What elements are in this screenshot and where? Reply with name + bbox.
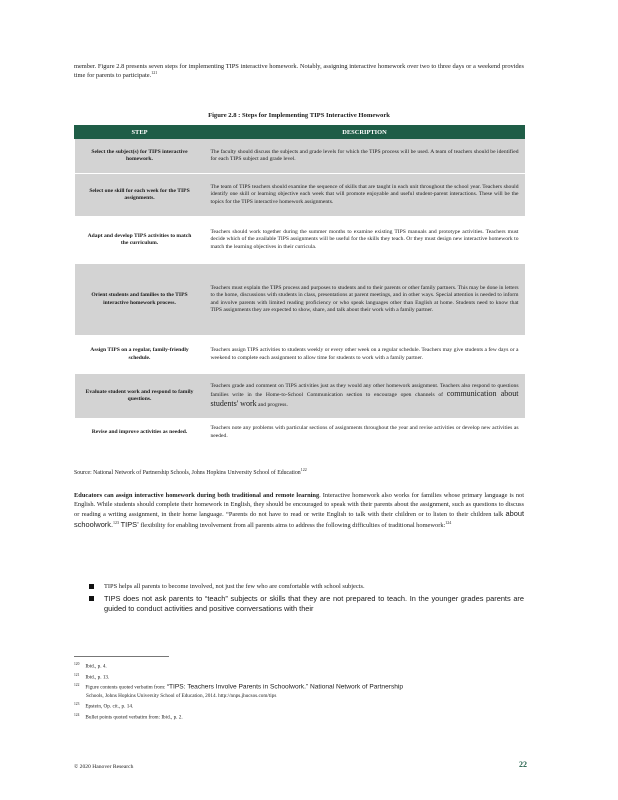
footnote-ref[interactable]: 123 [113, 519, 120, 525]
table-row [75, 264, 525, 336]
list-item: TIPS does not ask parents to “teach” subjects or skills that they are not prepared to teach. In the younger grades parents are guided to conduct activities and positive conversations with their [104, 594, 524, 613]
table-row [75, 139, 525, 174]
step-cell: Evaluate student work and respond to family questions. [75, 374, 205, 419]
description-cell: Teachers must explain the TIPS process and purposes to students and to their parents or other family partners. This may be done in letters to the home, discussions with students in class, presentations at parent meetings, and in other ways. Special attention is needed to inform and involve parents with limited reading proficiency or who speak languages other than English at home. Students need to know that TIPS assignments they are expected to show, share, and talk about their work with a family partner. [205, 264, 525, 336]
footnote: $^{120}$ Ibid., p. 4. [74, 662, 107, 670]
step-cell: Adapt and develop TIPS activities to match the curriculum. [75, 217, 205, 264]
table-row [75, 419, 525, 447]
footnote: $^{123}$ Epstein, Op. cit., p. 14. [74, 702, 134, 710]
footnote: $^{121}$ Ibid., p. 13. [74, 672, 110, 681]
figure-title: Figure 2.8 : Steps for Implementing TIPS Interactive Homework [208, 112, 390, 119]
footnote-divider [74, 656, 169, 657]
description-cell: Teachers grade and comment on TIPS activities just as they would any other homework assignment. Teachers also respond to questions families write in the Home-to-School Communication section to encourage open channels of communication about students' work and progress. [205, 374, 525, 419]
step-cell: Assign TIPS on a regular, family-friendly schedule. [75, 336, 205, 374]
steps-table [74, 125, 525, 447]
table-row [75, 374, 525, 419]
step-cell: Orient students and families to the TIPS interactive homework process. [75, 264, 205, 336]
description-cell: The team of TIPS teachers should examine the sequence of skills that are taught in each unit throughout the school year. Teachers should identify one skill or learning objective each week that will promote enjoyable and useful student-parent interactions. These will be the topics for the TIPS interactive homework assignments. [205, 174, 525, 217]
square-bullet-icon [89, 596, 94, 601]
footnotes [74, 660, 524, 722]
footnote-link[interactable]: Schools, Johns Hopkins University School of Education, 2014. http://nnps.jhucsos.com/tips [86, 693, 277, 700]
col-header-step: STEP [75, 126, 205, 139]
intro-text: member. Figure 2.8 presents seven steps for implementing TIPS interactive homework. Notably, assigning interactive homework over two to three days or a weekend provides time for parents to participate. [74, 63, 524, 80]
description-cell: Teachers assign TIPS activities to students weekly or every other week on a regular schedule. Teachers may give students a few days or a weekend to complete each assignment to allow time for students to work with a family partner. [205, 336, 525, 374]
list-item: TIPS helps all parents to become involved, not just the few who are comfortable with school subjects. [104, 582, 524, 591]
intro-paragraph [74, 62, 524, 80]
step-cell: Select one skill for each week for the TIPS assignments. [75, 174, 205, 217]
footnote: $^{122}$ Figure contents quoted verbatim from: “TIPS: Teachers Involve Parents in Schoolwork.” National Network of Partnership Schools, Johns Hopkins University School of Education, 2014. http://nnps.jhucsos.com/tips [74, 683, 404, 700]
footnote-ref[interactable]: 124 [445, 519, 452, 525]
body-paragraph: Educators can assign interactive homework during both traditional and remote learning. Interactive homework also works for families whose primary language is not English. While students should complete their homework in English, they should be encouraged to speak with their parents about the assignment, such as questions to discuss or reading a writing assignment, in their home language. “Parents do not have to read or write English to talk with their children or to listen to their children talk about schoolwork.$^{123}$ TIPS’ flexibility for enabling involvement from all parents aims to address the following difficulties of traditional homework:$^{124}$ [74, 492, 524, 529]
description-cell: Teachers note any problems with particular sections of assignments throughout the year and revise activities or develop new activities as needed. [205, 419, 525, 447]
square-bullet-icon [89, 584, 94, 589]
figure-source: Source: National Network of Partnership Schools, Johns Hopkins University School of Education$^{122}$ [74, 467, 307, 476]
footnote-ref[interactable]: 122 [300, 467, 307, 472]
bold-lead: Educators can assign interactive homework during both traditional and remote learning [74, 492, 320, 499]
step-cell: Select the subject(s) for TIPS interactive homework. [75, 139, 205, 174]
footer-copyright: © 2020 Hanover Research [74, 764, 134, 770]
footnote-ref[interactable]: 121 [151, 70, 158, 76]
table-header-row [75, 126, 525, 139]
bullet-list [104, 582, 524, 616]
footnote: $^{124}$ Bullet points quoted verbatim from: Ibid., p. 2. [74, 712, 183, 721]
col-header-description: DESCRIPTION [205, 126, 525, 139]
table-row [75, 217, 525, 264]
page-number: 22 [519, 760, 527, 769]
table-row [75, 336, 525, 374]
description-cell: The faculty should discuss the subjects and grade levels for which the TIPS process will be used. A team of teachers should be identified for each TIPS subject and grade level. [205, 139, 525, 174]
step-cell: Revise and improve activities as needed. [75, 419, 205, 447]
table-row [75, 174, 525, 217]
description-cell: Teachers should work together during the summer months to examine existing TIPS manuals and prototype activities. Teachers must decide which of the available TIPS assignments will be useful for the skills they teach. Or they must design new interactive homework to match the learning objectives in their curricula. [205, 217, 525, 264]
